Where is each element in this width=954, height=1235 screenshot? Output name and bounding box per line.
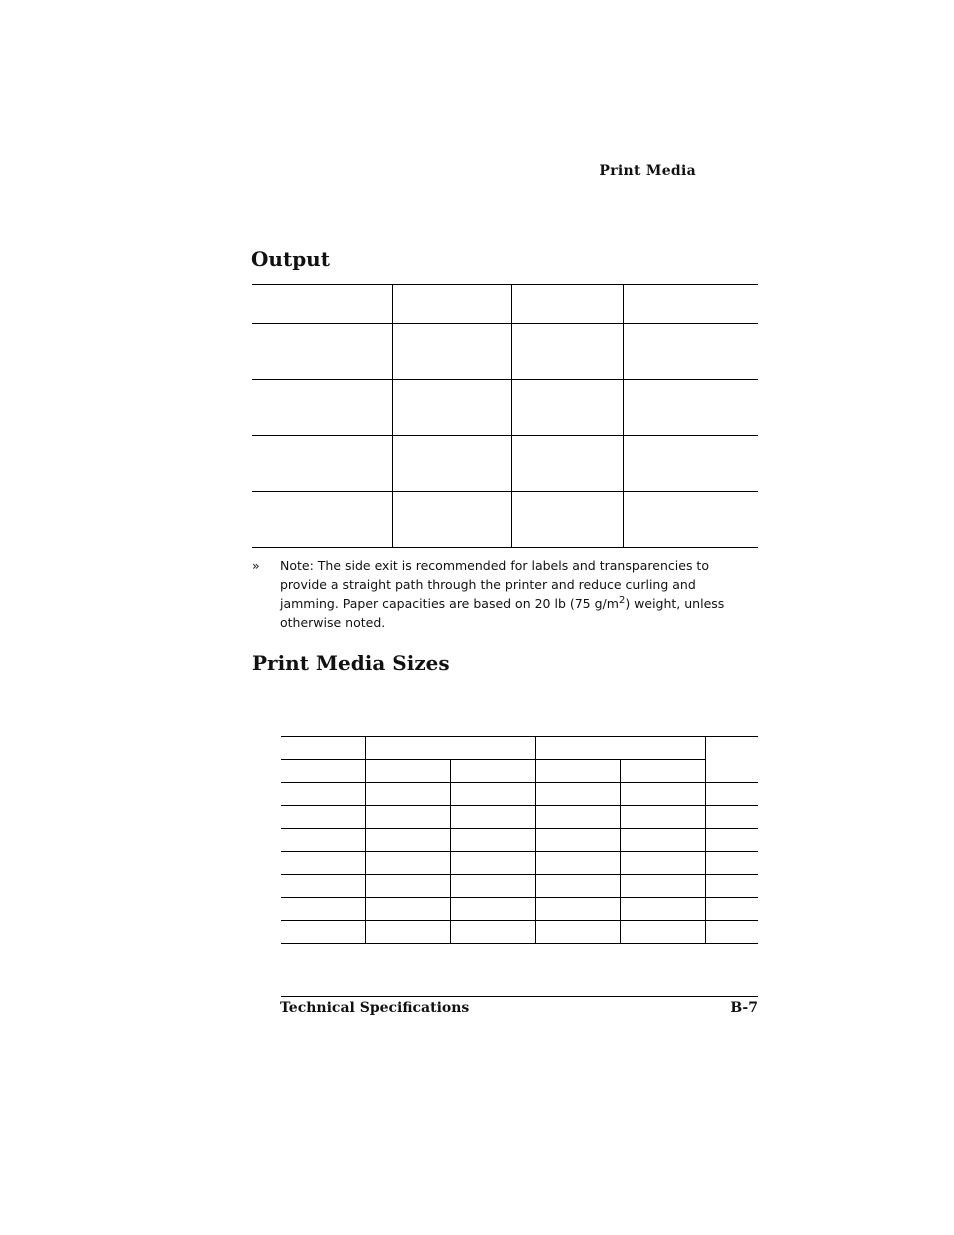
table-cell: [365, 921, 450, 944]
table-cell: [450, 829, 535, 852]
table-row: [281, 898, 758, 921]
table-cell: [450, 898, 535, 921]
note-block: [252, 556, 758, 632]
table-cell: [365, 760, 450, 783]
table-cell: [511, 285, 623, 324]
table-cell: [252, 380, 392, 436]
table-cell: [623, 492, 758, 548]
output-table: [252, 284, 758, 548]
table-cell: [281, 852, 365, 875]
table-row: [281, 875, 758, 898]
table-cell: [281, 921, 365, 944]
table-cell: [365, 852, 450, 875]
table-cell: [623, 380, 758, 436]
table-cell: [535, 760, 620, 783]
table-cell: [450, 806, 535, 829]
table-cell: [392, 492, 511, 548]
table-cell: [392, 436, 511, 492]
footer-divider: [281, 996, 758, 997]
table-cell: [535, 806, 620, 829]
table-cell: [623, 285, 758, 324]
table-cell: [392, 324, 511, 380]
table-cell: [620, 760, 705, 783]
table-cell: [535, 875, 620, 898]
table-cell: [620, 898, 705, 921]
page-number: B-7: [730, 1000, 758, 1016]
table-cell: [623, 436, 758, 492]
table-cell: [281, 806, 365, 829]
table-cell: [535, 783, 620, 806]
note-superscript: 2: [618, 594, 626, 606]
section-heading-output: Output: [251, 247, 330, 271]
table-cell: [365, 783, 450, 806]
table-cell: [705, 852, 758, 875]
table-cell: [511, 324, 623, 380]
print-media-sizes-table: [281, 736, 758, 944]
table-cell: [620, 829, 705, 852]
table-cell: [365, 737, 535, 760]
table-cell: [705, 898, 758, 921]
table-cell: [450, 783, 535, 806]
table-cell: [365, 829, 450, 852]
table-row: [281, 829, 758, 852]
table-cell: [511, 436, 623, 492]
table-cell: [450, 921, 535, 944]
table-row: [252, 285, 758, 324]
table-cell: [281, 760, 365, 783]
table-cell: [623, 324, 758, 380]
table-cell: [281, 737, 365, 760]
table-row: [281, 737, 758, 760]
table-cell: [705, 921, 758, 944]
table-row: [252, 436, 758, 492]
table-cell: [252, 436, 392, 492]
table-cell: [620, 875, 705, 898]
table-cell: [620, 852, 705, 875]
table-cell: [450, 875, 535, 898]
table-cell: [392, 285, 511, 324]
table-cell: [705, 806, 758, 829]
table-cell: [281, 875, 365, 898]
note-bullet: »: [252, 558, 260, 573]
table-cell: [620, 921, 705, 944]
note-text-end: ) weight, unless otherwise noted.: [280, 596, 725, 630]
table-row: [281, 783, 758, 806]
footer-section-title: Technical Specifications: [280, 1000, 470, 1016]
table-row: [281, 852, 758, 875]
table-cell: [705, 829, 758, 852]
table-cell: [281, 829, 365, 852]
table-cell: [535, 898, 620, 921]
table-cell: [705, 737, 758, 783]
table-cell: [511, 380, 623, 436]
table-cell: [450, 760, 535, 783]
table-cell: [252, 285, 392, 324]
running-header: Print Media: [599, 163, 696, 179]
note-text-main: Note: The side exit is recommended for labels and transparencies to provide a straight path through the printer and reduce curling and jamming. Paper capacities are based on 20 lb (75 g/m: [280, 558, 709, 611]
table-cell: [511, 492, 623, 548]
table-row: [252, 492, 758, 548]
table-row: [281, 806, 758, 829]
table-cell: [392, 380, 511, 436]
table-row: [281, 760, 758, 783]
table-cell: [620, 783, 705, 806]
table-cell: [450, 852, 535, 875]
table-row: [252, 380, 758, 436]
table-cell: [535, 852, 620, 875]
table-cell: [365, 806, 450, 829]
table-row: [252, 324, 758, 380]
table-cell: [535, 921, 620, 944]
table-cell: [252, 324, 392, 380]
section-heading-print-media-sizes: Print Media Sizes: [252, 651, 450, 675]
table-cell: [705, 783, 758, 806]
table-cell: [620, 806, 705, 829]
table-cell: [365, 898, 450, 921]
table-cell: [365, 875, 450, 898]
table-cell: [252, 492, 392, 548]
table-cell: [535, 737, 705, 760]
table-row: [281, 921, 758, 944]
table-cell: [535, 829, 620, 852]
table-cell: [281, 898, 365, 921]
table-cell: [705, 875, 758, 898]
table-cell: [281, 783, 365, 806]
note-text: [280, 556, 758, 632]
